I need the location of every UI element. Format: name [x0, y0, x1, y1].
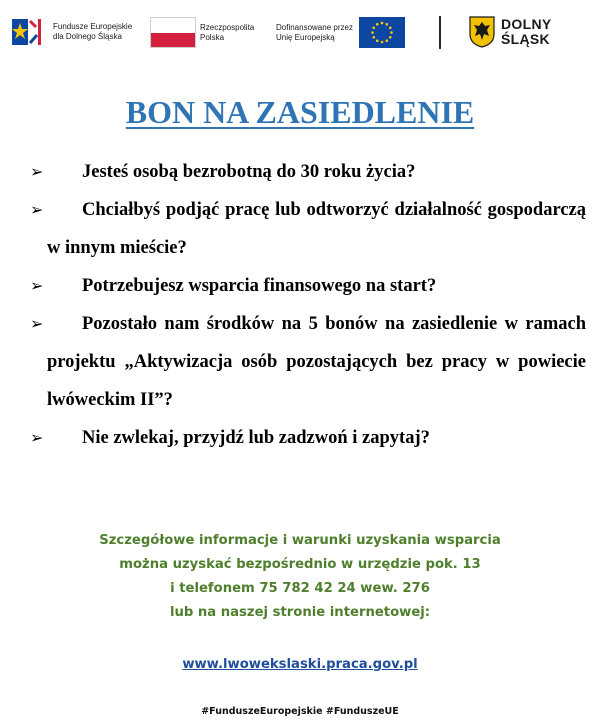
arrow-bullet-icon: ➢	[30, 162, 44, 181]
website-link-wrapper	[0, 656, 600, 674]
list-item: ➢ Chciałbyś podjąć pracę lub odtworzyć działalność gospodarczą w innym mieście?	[30, 191, 586, 267]
unia-europejska-label: Dofinansowane przez Unię Europejską	[276, 22, 353, 42]
eu-star-icon	[376, 39, 379, 42]
polish-flag-icon	[150, 17, 196, 48]
dolny-slask-label: DOLNY ŚLĄSK	[501, 16, 552, 47]
info-line: i telefonem 75 782 42 24 wew. 276	[170, 581, 430, 596]
eu-star-icon	[372, 26, 375, 29]
eu-star-icon	[376, 23, 379, 26]
list-item: ➢ Pozostało nam środków na 5 bonów na zasiedlenie w ramach projektu „Aktywizacja osób pozostających bez pracy w powiecie lwóweckim II”?	[30, 305, 586, 419]
website-link[interactable]: www.lwowekslaski.praca.gov.pl	[182, 657, 418, 672]
eu-star-icon	[385, 23, 388, 26]
eu-star-icon	[371, 31, 374, 34]
arrow-bullet-icon: ➢	[30, 428, 44, 447]
eu-star-icon	[385, 39, 388, 42]
eu-star-icon	[381, 41, 384, 44]
rzeczpospolita-polska-label: Rzeczpospolita Polska	[200, 22, 255, 42]
arrow-bullet-icon: ➢	[30, 314, 44, 333]
eu-star-icon	[390, 31, 393, 34]
rzeczpospolita-polska-logo	[150, 17, 254, 48]
list-item: ➢ Potrzebujesz wsparcia finansowego na start?	[30, 267, 586, 305]
hashtags: #FunduszeEuropejskie #FunduszeUE	[201, 706, 399, 717]
logo-separator	[439, 16, 441, 49]
fundusze-europejskie-star-icon	[12, 17, 48, 47]
unia-europejska-logo	[276, 17, 405, 48]
arrow-bullet-icon: ➢	[30, 276, 44, 295]
fundusze-europejskie-logo	[12, 17, 132, 47]
eu-flag-icon	[359, 17, 405, 48]
info-line: lub na naszej stronie internetowej:	[169, 605, 431, 620]
eu-star-icon	[389, 26, 392, 29]
arrow-bullet-icon: ➢	[30, 200, 44, 219]
eu-star-icon	[372, 36, 375, 39]
info-line: można uzyskać bezpośrednio w urzędzie pok. 13	[119, 557, 481, 572]
list-item: ➢ Jesteś osobą bezrobotną do 30 roku życia?	[30, 153, 586, 191]
eu-star-icon	[389, 36, 392, 39]
contact-info	[0, 529, 600, 625]
eu-star-icon	[381, 22, 384, 25]
page-title: BON NA ZASIEDLENIE	[125, 94, 475, 130]
eagle-shield-icon	[469, 16, 495, 48]
info-line: Szczegółowe informacje i warunki uzyskania wsparcia	[99, 533, 501, 548]
question-list	[30, 153, 586, 457]
fundusze-europejskie-label: Fundusze Europejskie dla Dolnego Śląska	[53, 22, 133, 41]
logo-strip	[0, 0, 600, 62]
dolny-slask-logo	[469, 16, 552, 48]
list-item: ➢ Nie zwlekaj, przyjdź lub zadzwoń i zapytaj?	[30, 419, 586, 457]
